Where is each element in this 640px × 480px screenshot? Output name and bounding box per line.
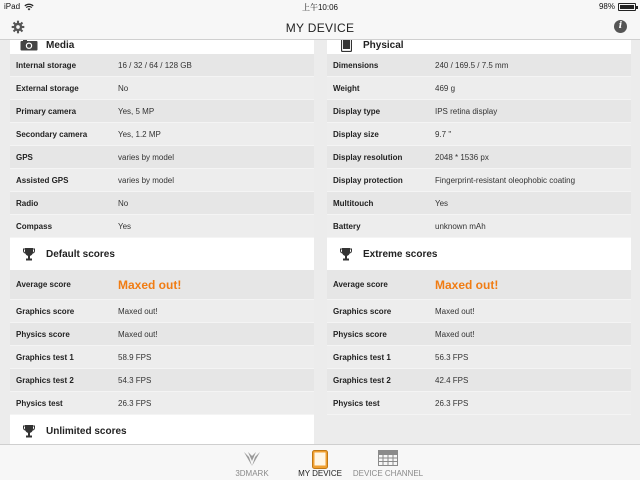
row-label: Radio: [16, 198, 39, 208]
row-value: 58.9 FPS: [118, 352, 152, 362]
media-row-compass: [10, 215, 314, 238]
extreme-row-graphics-test-2: [327, 369, 631, 392]
row-label: Display resolution: [333, 152, 403, 162]
row-value: 469 g: [435, 83, 456, 93]
left-column: [10, 40, 314, 444]
row-label: Compass: [16, 221, 53, 231]
physical-row-display-protection: [327, 169, 631, 192]
page-title: MY DEVICE: [285, 21, 355, 35]
row-value: Fingerprint-resistant oleophobic coating: [435, 175, 576, 185]
device-details[interactable]: [0, 40, 640, 444]
default-row-graphics-score: [10, 300, 314, 323]
default-row-graphics-test-2: [10, 369, 314, 392]
row-label: GPS: [16, 152, 33, 162]
row-value: Maxed out!: [118, 306, 158, 316]
row-value: 2048 * 1536 px: [435, 152, 489, 162]
row-label: Graphics test 1: [16, 352, 74, 362]
row-label: Primary camera: [16, 106, 77, 116]
row-label: Physics score: [333, 329, 387, 339]
row-label: External storage: [16, 83, 79, 93]
status-bar: [0, 0, 640, 14]
row-value: unknown mAh: [435, 221, 486, 231]
row-value: 9.7 ": [435, 129, 452, 139]
physical-row-multitouch: [327, 192, 631, 215]
row-label: Graphics test 2: [333, 375, 391, 385]
row-label: Dimensions: [333, 60, 379, 70]
tab-label: MY DEVICE: [298, 469, 342, 478]
row-value: Maxed out!: [435, 329, 475, 339]
default-row-physics-test: [10, 392, 314, 415]
battery-icon: [618, 3, 636, 11]
row-value: Yes: [118, 221, 132, 231]
row-label: Weight: [333, 83, 360, 93]
extreme-row-physics-score: [327, 323, 631, 346]
row-label: Assisted GPS: [16, 175, 69, 185]
media-row-assisted-gps: [10, 169, 314, 192]
device-name: iPad: [4, 2, 21, 11]
unlimited-scores-title: Unlimited scores: [46, 425, 127, 437]
default-scores-list: [10, 270, 314, 415]
default-row-average-score: [10, 270, 314, 300]
row-value: 26.3 FPS: [118, 398, 152, 408]
row-label: Graphics score: [16, 306, 75, 316]
row-label: Physics score: [16, 329, 70, 339]
default-scores-header: [10, 238, 314, 270]
row-value: 56.3 FPS: [435, 352, 469, 362]
row-label: Graphics test 1: [333, 352, 391, 362]
unlimited-scores-header: [10, 415, 314, 444]
battery-percent: 98%: [598, 2, 615, 11]
physical-row-dimensions: [327, 54, 631, 77]
extreme-row-average-score: [327, 270, 631, 300]
tab-bar: [0, 444, 640, 480]
physical-header: [327, 40, 631, 54]
extreme-row-physics-test: [327, 392, 631, 415]
media-row-primary-camera: [10, 100, 314, 123]
row-label: Average score: [16, 280, 71, 289]
row-label: Display size: [333, 129, 379, 139]
row-value: Maxed out!: [435, 306, 475, 316]
tab-label: 3DMARK: [235, 469, 269, 478]
status-time: 上午10:06: [301, 3, 339, 12]
row-value: No: [118, 198, 129, 208]
media-header: [10, 40, 314, 54]
row-label: Average score: [333, 280, 388, 289]
row-value: Maxed out!: [118, 329, 158, 339]
tab-label: DEVICE CHANNEL: [352, 469, 424, 478]
media-list: [10, 54, 314, 238]
row-value: varies by model: [118, 175, 175, 185]
tablet-icon: [337, 40, 355, 52]
row-value: 42.4 FPS: [435, 375, 469, 385]
physical-title: Physical: [363, 40, 404, 51]
physical-list: [327, 54, 631, 238]
tab-device-channel[interactable]: [352, 445, 424, 480]
row-value: Yes: [435, 198, 449, 208]
default-row-graphics-test-1: [10, 346, 314, 369]
row-label: Graphics score: [333, 306, 392, 316]
trophy-icon: [337, 247, 355, 261]
row-value: Yes, 1.2 MP: [118, 129, 161, 139]
tab-my-device[interactable]: [290, 445, 350, 480]
physical-row-display-size: [327, 123, 631, 146]
media-row-secondary-camera: [10, 123, 314, 146]
physical-row-battery: [327, 215, 631, 238]
extreme-row-graphics-score: [327, 300, 631, 323]
row-label: Graphics test 2: [16, 375, 74, 385]
row-value: 240 / 169.5 / 7.5 mm: [435, 60, 509, 70]
row-label: Battery: [333, 221, 361, 231]
3dmark-logo-icon: [242, 450, 262, 468]
row-value: Maxed out!: [435, 277, 499, 292]
trophy-icon: [20, 247, 38, 261]
status-right: [599, 2, 636, 11]
extreme-row-graphics-test-1: [327, 346, 631, 369]
default-scores-title: Default scores: [46, 248, 115, 260]
row-label: Multitouch: [333, 198, 374, 208]
row-value: 16 / 32 / 64 / 128 GB: [118, 60, 192, 70]
row-value: varies by model: [118, 152, 175, 162]
row-value: IPS retina display: [435, 106, 498, 116]
nav-bar: [0, 14, 640, 40]
media-row-external-storage: [10, 77, 314, 100]
info-icon[interactable]: i: [614, 20, 627, 33]
row-value: Yes, 5 MP: [118, 106, 155, 116]
tablet-icon: [312, 450, 328, 469]
row-value: Maxed out!: [118, 277, 182, 292]
row-label: Physics test: [333, 398, 380, 408]
media-row-internal-storage: [10, 54, 314, 77]
extreme-scores-list: [327, 270, 631, 415]
row-value: 26.3 FPS: [435, 398, 469, 408]
row-value: 54.3 FPS: [118, 375, 152, 385]
tab-3dmark[interactable]: [222, 445, 282, 480]
media-row-gps: [10, 146, 314, 169]
physical-row-display-type: [327, 100, 631, 123]
row-label: Display type: [333, 106, 381, 116]
row-label: Internal storage: [16, 60, 77, 70]
extreme-scores-title: Extreme scores: [363, 248, 438, 260]
default-row-physics-score: [10, 323, 314, 346]
trophy-icon: [20, 424, 38, 438]
row-value: No: [118, 83, 129, 93]
media-row-radio: [10, 192, 314, 215]
physical-row-weight: [327, 77, 631, 100]
row-label: Physics test: [16, 398, 63, 408]
row-label: Display protection: [333, 175, 403, 185]
media-title: Media: [46, 40, 75, 51]
physical-row-display-resolution: [327, 146, 631, 169]
extreme-scores-header: [327, 238, 631, 270]
grid-icon: [378, 450, 398, 466]
camera-icon: [20, 40, 38, 51]
row-label: Secondary camera: [16, 129, 88, 139]
right-column: [327, 40, 631, 415]
